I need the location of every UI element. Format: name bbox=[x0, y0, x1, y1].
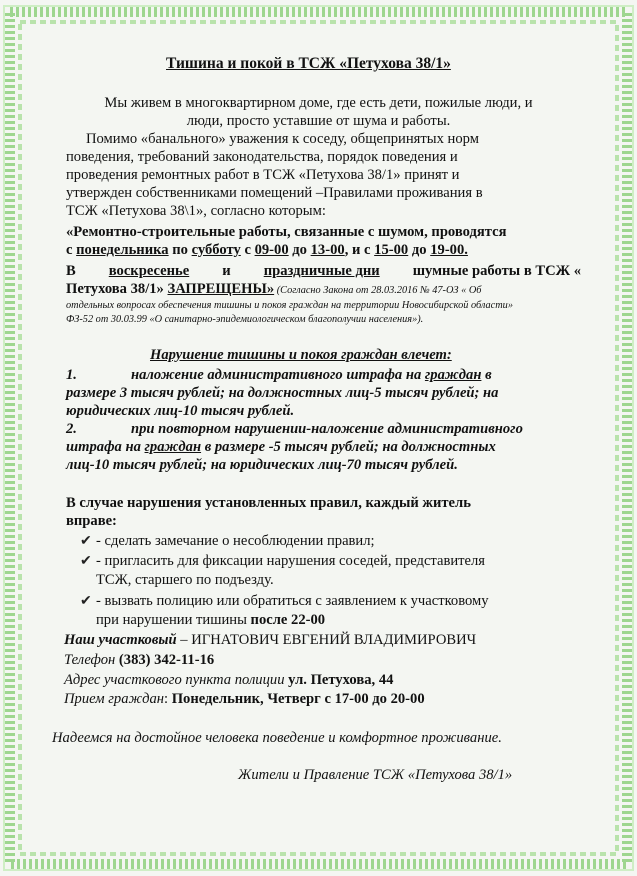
prohibited: ЗАПРЕЩЕНЫ» bbox=[167, 281, 275, 297]
officer-line: Наш участковый – ИГНАТОВИЧ ЕВГЕНИЙ ВЛАДИМИРОВИЧ bbox=[64, 632, 477, 648]
penalty-item-1: наложение административного штрафа на граждан в bbox=[131, 367, 492, 383]
closing-line: Надеемся на достойное человека поведение и комфортное проживание. bbox=[52, 730, 502, 746]
citizens-word: граждан bbox=[144, 439, 202, 455]
penalty-item-2-line: лиц-10 тысяч рублей; на юридических лиц-70 тысяч рублей. bbox=[66, 457, 458, 473]
rights-heading: В случае нарушения установленных правил, каждый житель bbox=[66, 495, 471, 511]
rights-item-3-line: при нарушении тишины после 22-00 bbox=[96, 612, 326, 628]
penalty-item-1-line: размере 3 тысяч рублей; на должностных лиц-5 тысяч рублей; на bbox=[66, 385, 499, 401]
officer-name: ИГНАТОВИЧ ЕВГЕНИЙ ВЛАДИМИРОВИЧ bbox=[191, 632, 477, 648]
penalty-item-1-line: юридических лиц-10 тысяч рублей. bbox=[66, 403, 295, 419]
rights-item-3: ✔ - вызвать полицию или обратиться с заявлением к участковому bbox=[80, 593, 489, 609]
rights-heading: вправе: bbox=[66, 513, 117, 529]
address-line: Адрес участкового пункта полиции ул. Петухова, 44 bbox=[64, 672, 394, 688]
penalty-number-1: 1. bbox=[66, 367, 77, 383]
intro-line-1: Мы живем в многоквартирном доме, где есть дети, пожилые люди, и bbox=[104, 95, 533, 111]
law-reference-line: ФЗ-52 от 30.03.99 «О санитарно-эпидемиологическом благополучии населения»). bbox=[66, 314, 424, 325]
time-end-2: 19-00. bbox=[430, 242, 468, 258]
law-reference-line: отдельных вопросах обеспечения тишины и покоя граждан на территории Новосибирской области» bbox=[66, 300, 513, 311]
phone-line: Телефон (383) 342-11-16 bbox=[64, 652, 215, 668]
intro-paragraph-line: утвержден собственниками помещений –Правилами проживания в bbox=[66, 185, 483, 201]
intro-paragraph-line: поведения, требований законодательства, порядок поведения и bbox=[66, 149, 458, 165]
penalty-item-2-line: штрафа на граждан в размере -5 тысяч рублей; на должностных bbox=[66, 439, 496, 455]
penalty-heading: Нарушение тишины и покоя граждан влечет: bbox=[150, 347, 452, 363]
rights-item-2: ✔ - пригласить для фиксации нарушения соседей, представителя bbox=[80, 553, 486, 569]
citizens-word: граждан bbox=[424, 367, 482, 383]
penalty-number-2: 2. bbox=[66, 421, 77, 437]
time-end-1: 13-00 bbox=[310, 242, 345, 258]
penalty-item-2: при повторном нарушении-наложение административного bbox=[131, 421, 523, 437]
reception-hours: Понедельник, Четверг с 17-00 до 20-00 bbox=[171, 691, 425, 707]
checkmark-icon: ✔ bbox=[80, 594, 92, 609]
rule-line-3: В воскресенье и праздничные дни шумные работы в ТСЖ « bbox=[66, 263, 581, 279]
page-title: Тишина и покой в ТСЖ «Петухова 38/1» bbox=[166, 55, 451, 72]
checkmark-icon: ✔ bbox=[80, 554, 92, 569]
reception-hours-line: Прием граждан: Понедельник, Четверг с 17-00 до 20-00 bbox=[64, 691, 425, 707]
signature: Жители и Правление ТСЖ «Петухова 38/1» bbox=[238, 767, 513, 783]
holidays: праздничные дни bbox=[263, 263, 380, 279]
monday: понедельника bbox=[76, 242, 169, 258]
rule-line-2: с понедельника по субботу с 09-00 до 13-00, и с 15-00 до 19-00. bbox=[66, 242, 468, 258]
rights-item-2-line: ТСЖ, старшего по подъезду. bbox=[96, 572, 274, 588]
intro-paragraph-line: проведения ремонтных работ в ТСЖ «Петухова 38/1» принят и bbox=[66, 167, 460, 183]
intro-line-2: люди, просто уставшие от шума и работы. bbox=[186, 113, 451, 129]
rule-line-1: «Ремонтно-строительные работы, связанные с шумом, проводятся bbox=[66, 224, 507, 240]
rule-line-4: Петухова 38/1» ЗАПРЕЩЕНЫ» (Согласно Закона от 28.03.2016 № 47-ОЗ « Об bbox=[66, 281, 482, 297]
phone-number: (383) 342-11-16 bbox=[118, 652, 215, 668]
time-start-1: 09-00 bbox=[254, 242, 289, 258]
sunday: воскресенье bbox=[108, 263, 190, 279]
checkmark-icon: ✔ bbox=[80, 534, 92, 549]
saturday: субботу bbox=[191, 242, 241, 258]
time-start-2: 15-00 bbox=[374, 242, 409, 258]
rights-item-1: ✔ - сделать замечание о несоблюдении правил; bbox=[80, 533, 375, 549]
intro-paragraph-line: Помимо «банального» уважения к соседу, общепринятых норм bbox=[86, 131, 479, 147]
intro-paragraph-line: ТСЖ «Петухова 38\1», согласно которым: bbox=[66, 203, 326, 219]
address: ул. Петухова, 44 bbox=[288, 672, 394, 688]
